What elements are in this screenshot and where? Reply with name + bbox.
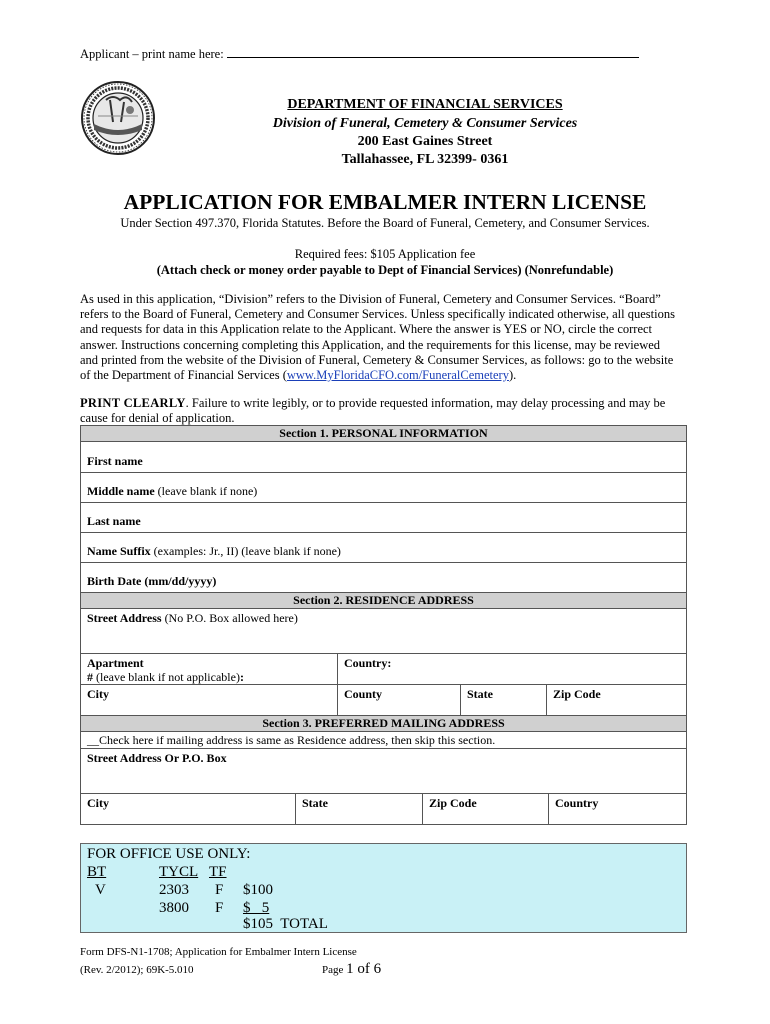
print-clearly-notice: PRINT CLEARLY. Failure to write legibly, or to provide requested information, may delay processing and may be cause for denial of application. (80, 396, 666, 425)
division-name: Division of Funeral, Cemetery & Consumer Services (272, 116, 578, 131)
mailing-street-label: Street Address Or P.O. Box (87, 751, 227, 765)
page-title: APPLICATION FOR EMBALMER INTERN LICENSE (123, 190, 647, 214)
zip-code-field[interactable]: Zip Code (546, 685, 686, 715)
middle-name-label: Middle name (87, 484, 155, 498)
mailing-city-row (81, 794, 686, 824)
mailing-city-field[interactable]: City (87, 796, 109, 810)
same-address-checkbox[interactable]: __Check here if mailing address is same as Residence address, then skip this section. (81, 732, 686, 749)
mailing-street-field[interactable] (81, 749, 686, 794)
form-number: Form DFS-N1-1708; Application for Embalmer Intern License (80, 946, 357, 958)
statute-line: Under Section 497.370, Florida Statutes. Before the Board of Funeral, Cemetery, and Consumer Services. (120, 216, 650, 230)
revision-info: (Rev. 2/2012); 69K-5.010 (80, 964, 194, 976)
apartment-country-row (81, 654, 686, 685)
name-suffix-label: Name Suffix (87, 544, 151, 558)
residence-street-field[interactable]: Street Address (No P.O. Box allowed here) (81, 609, 686, 654)
dept-street: 200 East Gaines Street (357, 134, 493, 149)
last-name-field[interactable] (81, 503, 686, 533)
bt-label: BT (87, 864, 107, 880)
required-fees: Required fees: $105 Application fee (294, 247, 476, 261)
first-name-label: First name (87, 454, 143, 468)
section2-header: Section 2. RESIDENCE ADDRESS (81, 593, 686, 609)
apartment-field[interactable]: Apartment # (leave blank if not applicable): (87, 656, 244, 684)
birth-date-field[interactable] (81, 563, 686, 593)
tf-label: TF (209, 864, 227, 880)
last-name-label: Last name (87, 514, 141, 528)
code-3800: 3800 (159, 900, 189, 916)
application-form (80, 425, 687, 825)
state-field[interactable]: State (460, 685, 546, 715)
amount-5: $ 5 (243, 900, 270, 916)
website-link[interactable]: www.MyFloridaCFO.com/FuneralCemetery (286, 368, 509, 383)
city-field[interactable]: City (87, 687, 109, 701)
applicant-name-field[interactable] (227, 46, 639, 58)
intro-paragraph: As used in this application, “Division” refers to the Division of Funeral, Cemetery and Consumer Services. “Board” refers to the Board of Funeral, Cemetery and Consumer Services. Unless specifically indicated otherwise, all questions and requests for data in this Application relate to the Applicant. Where the answer is YES or NO, circle the correct answer. Instructions concerning completing this Application, and the requirements for this license, may be reviewed and printed from the website of the Division of Funeral, Cemetery & Consumer Services, as follows: go to the website of the Department of Financial Services (www.MyFloridaCFO.com/FuneralCemetery). (80, 292, 675, 383)
section3-header: Section 3. PREFERRED MAILING ADDRESS (81, 716, 686, 732)
section1-header: Section 1. PERSONAL INFORMATION (81, 426, 686, 442)
code-2303: 2303 (159, 882, 189, 898)
dept-city: Tallahassee, FL 32399- 0361 (341, 152, 509, 167)
f-value-2: F (215, 900, 224, 916)
mailing-zip-field[interactable]: Zip Code (422, 794, 548, 824)
f-value-1: F (215, 882, 224, 898)
office-use-heading: FOR OFFICE USE ONLY: (87, 846, 251, 862)
city-county-row (81, 685, 686, 716)
page-number: Page 1 of 6 (322, 961, 382, 977)
country-field[interactable]: Country: (337, 654, 686, 684)
street-address-label: Street Address (87, 611, 162, 625)
applicant-label: Applicant – print name here: (80, 47, 224, 61)
total-amount: $105 TOTAL (243, 916, 328, 932)
amount-100: $100 (243, 882, 273, 898)
county-field[interactable]: County (337, 685, 460, 715)
name-suffix-field[interactable]: Name Suffix (examples: Jr., II) (leave blank if none) (81, 533, 686, 563)
office-use-box (80, 843, 687, 933)
applicant-name-line (80, 46, 639, 62)
florida-seal-icon (80, 80, 156, 156)
mailing-country-field[interactable]: Country (548, 794, 686, 824)
v-value: V (95, 882, 106, 898)
dept-name: DEPARTMENT OF FINANCIAL SERVICES (287, 97, 563, 112)
middle-name-field[interactable]: Middle name (leave blank if none) (81, 473, 686, 503)
tycl-label: TYCL (159, 864, 199, 880)
birth-date-label: Birth Date (mm/dd/yyyy) (87, 574, 217, 588)
mailing-state-field[interactable]: State (295, 794, 422, 824)
fee-instructions: (Attach check or money order payable to Dept of Financial Services) (Nonrefundable) (156, 263, 614, 277)
first-name-field[interactable] (81, 442, 686, 473)
